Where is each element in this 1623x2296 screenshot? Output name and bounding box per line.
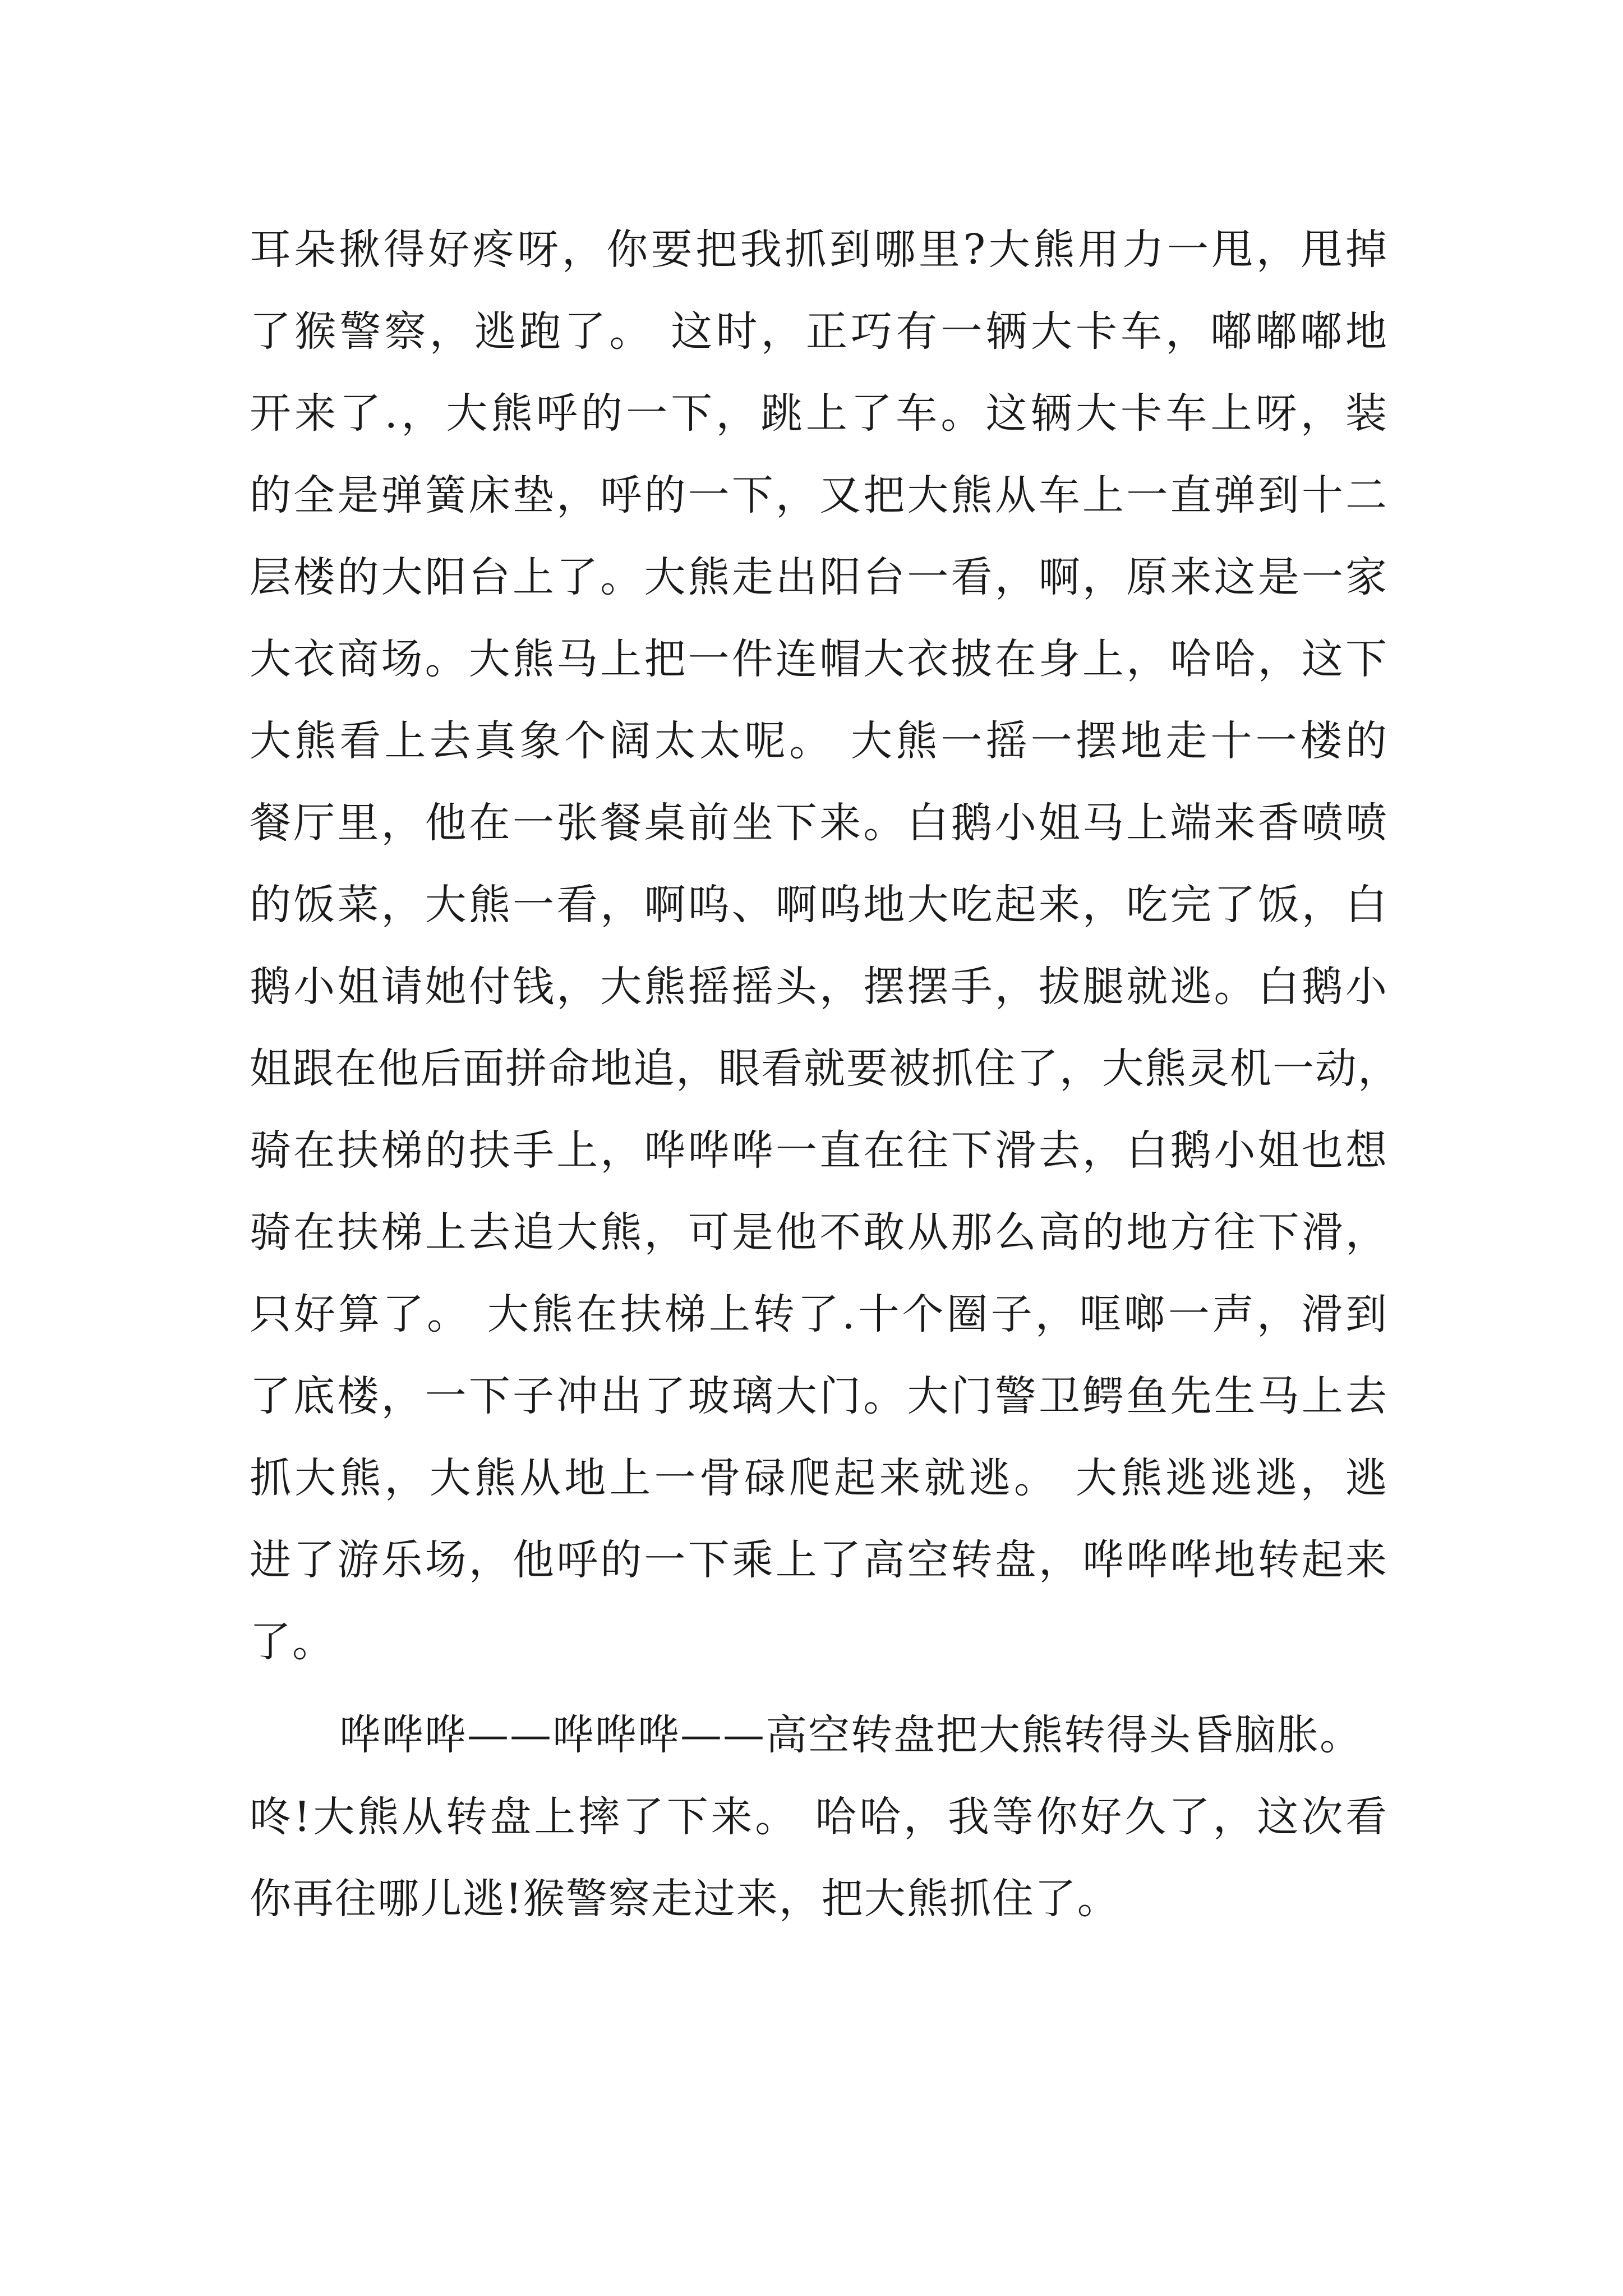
text-line: 了猴警察，逃跑了。 这时，正巧有一辆大卡车，嘟嘟嘟地: [250, 307, 1388, 356]
paragraph-2: [250, 1694, 1388, 1940]
text-line: 的全是弹簧床垫，呼的一下，又把大熊从车上一直弹到十二: [250, 471, 1388, 519]
story-text: [250, 209, 1400, 1940]
text-line: 餐厅里，他在一张餐桌前坐下来。白鹅小姐马上端来香喷喷: [250, 799, 1388, 847]
text-line: 了底楼，一下子冲出了玻璃大门。大门警卫鳄鱼先生马上去: [250, 1372, 1388, 1420]
text-line: 只好算了。 大熊在扶梯上转了.十个圈子，哐啷一声，滑到: [250, 1290, 1388, 1338]
text-line: 你再往哪儿逃!猴警察走过来，把大熊抓住了。: [250, 1875, 1120, 1923]
text-line: 了。: [250, 1618, 335, 1666]
text-line: 鹅小姐请她付钱，大熊摇摇头，摆摆手，拔腿就逃。白鹅小: [250, 963, 1388, 1011]
text-line: 进了游乐场，他呼的一下乘上了高空转盘，哗哗哗地转起来: [250, 1536, 1388, 1584]
paragraph-1: [250, 209, 1400, 1683]
text-line: 骑在扶梯上去追大熊，可是他不敢从那么高的地方往下滑，: [250, 1208, 1388, 1257]
text-line: 大衣商场。大熊马上把一件连帽大衣披在身上，哈哈，这下: [250, 635, 1388, 683]
text-line: 姐跟在他后面拼命地追，眼看就要被抓住了，大熊灵机一动，: [250, 1045, 1400, 1093]
text-line: 层楼的大阳台上了。大熊走出阳台一看，啊，原来这是一家: [250, 553, 1388, 601]
text-line: 耳朵揪得好疼呀，你要把我抓到哪里?大熊用力一甩，甩掉: [250, 226, 1388, 274]
text-line: 开来了.，大熊呼的一下，跳上了车。这辆大卡车上呀，装: [250, 389, 1388, 438]
text-line: 的饭菜，大熊一看，啊呜、啊呜地大吃起来，吃完了饭，白: [250, 881, 1388, 929]
text-line: 抓大熊，大熊从地上一骨碌爬起来就逃。 大熊逃逃逃，逃: [250, 1454, 1388, 1502]
text-line: 骑在扶梯的扶手上，哗哗哗一直在往下滑去，白鹅小姐也想: [250, 1126, 1388, 1175]
text-line: 咚!大熊从转盘上摔了下来。 哈哈，我等你好久了，这次看: [250, 1793, 1388, 1841]
paragraph-spacer: [250, 1683, 1388, 1694]
text-line: 大熊看上去真象个阔太太呢。 大熊一摇一摆地走十一楼的: [250, 717, 1388, 765]
text-line: 哗哗哗——哗哗哗——高空转盘把大熊转得头昏脑胀。: [339, 1711, 1362, 1759]
